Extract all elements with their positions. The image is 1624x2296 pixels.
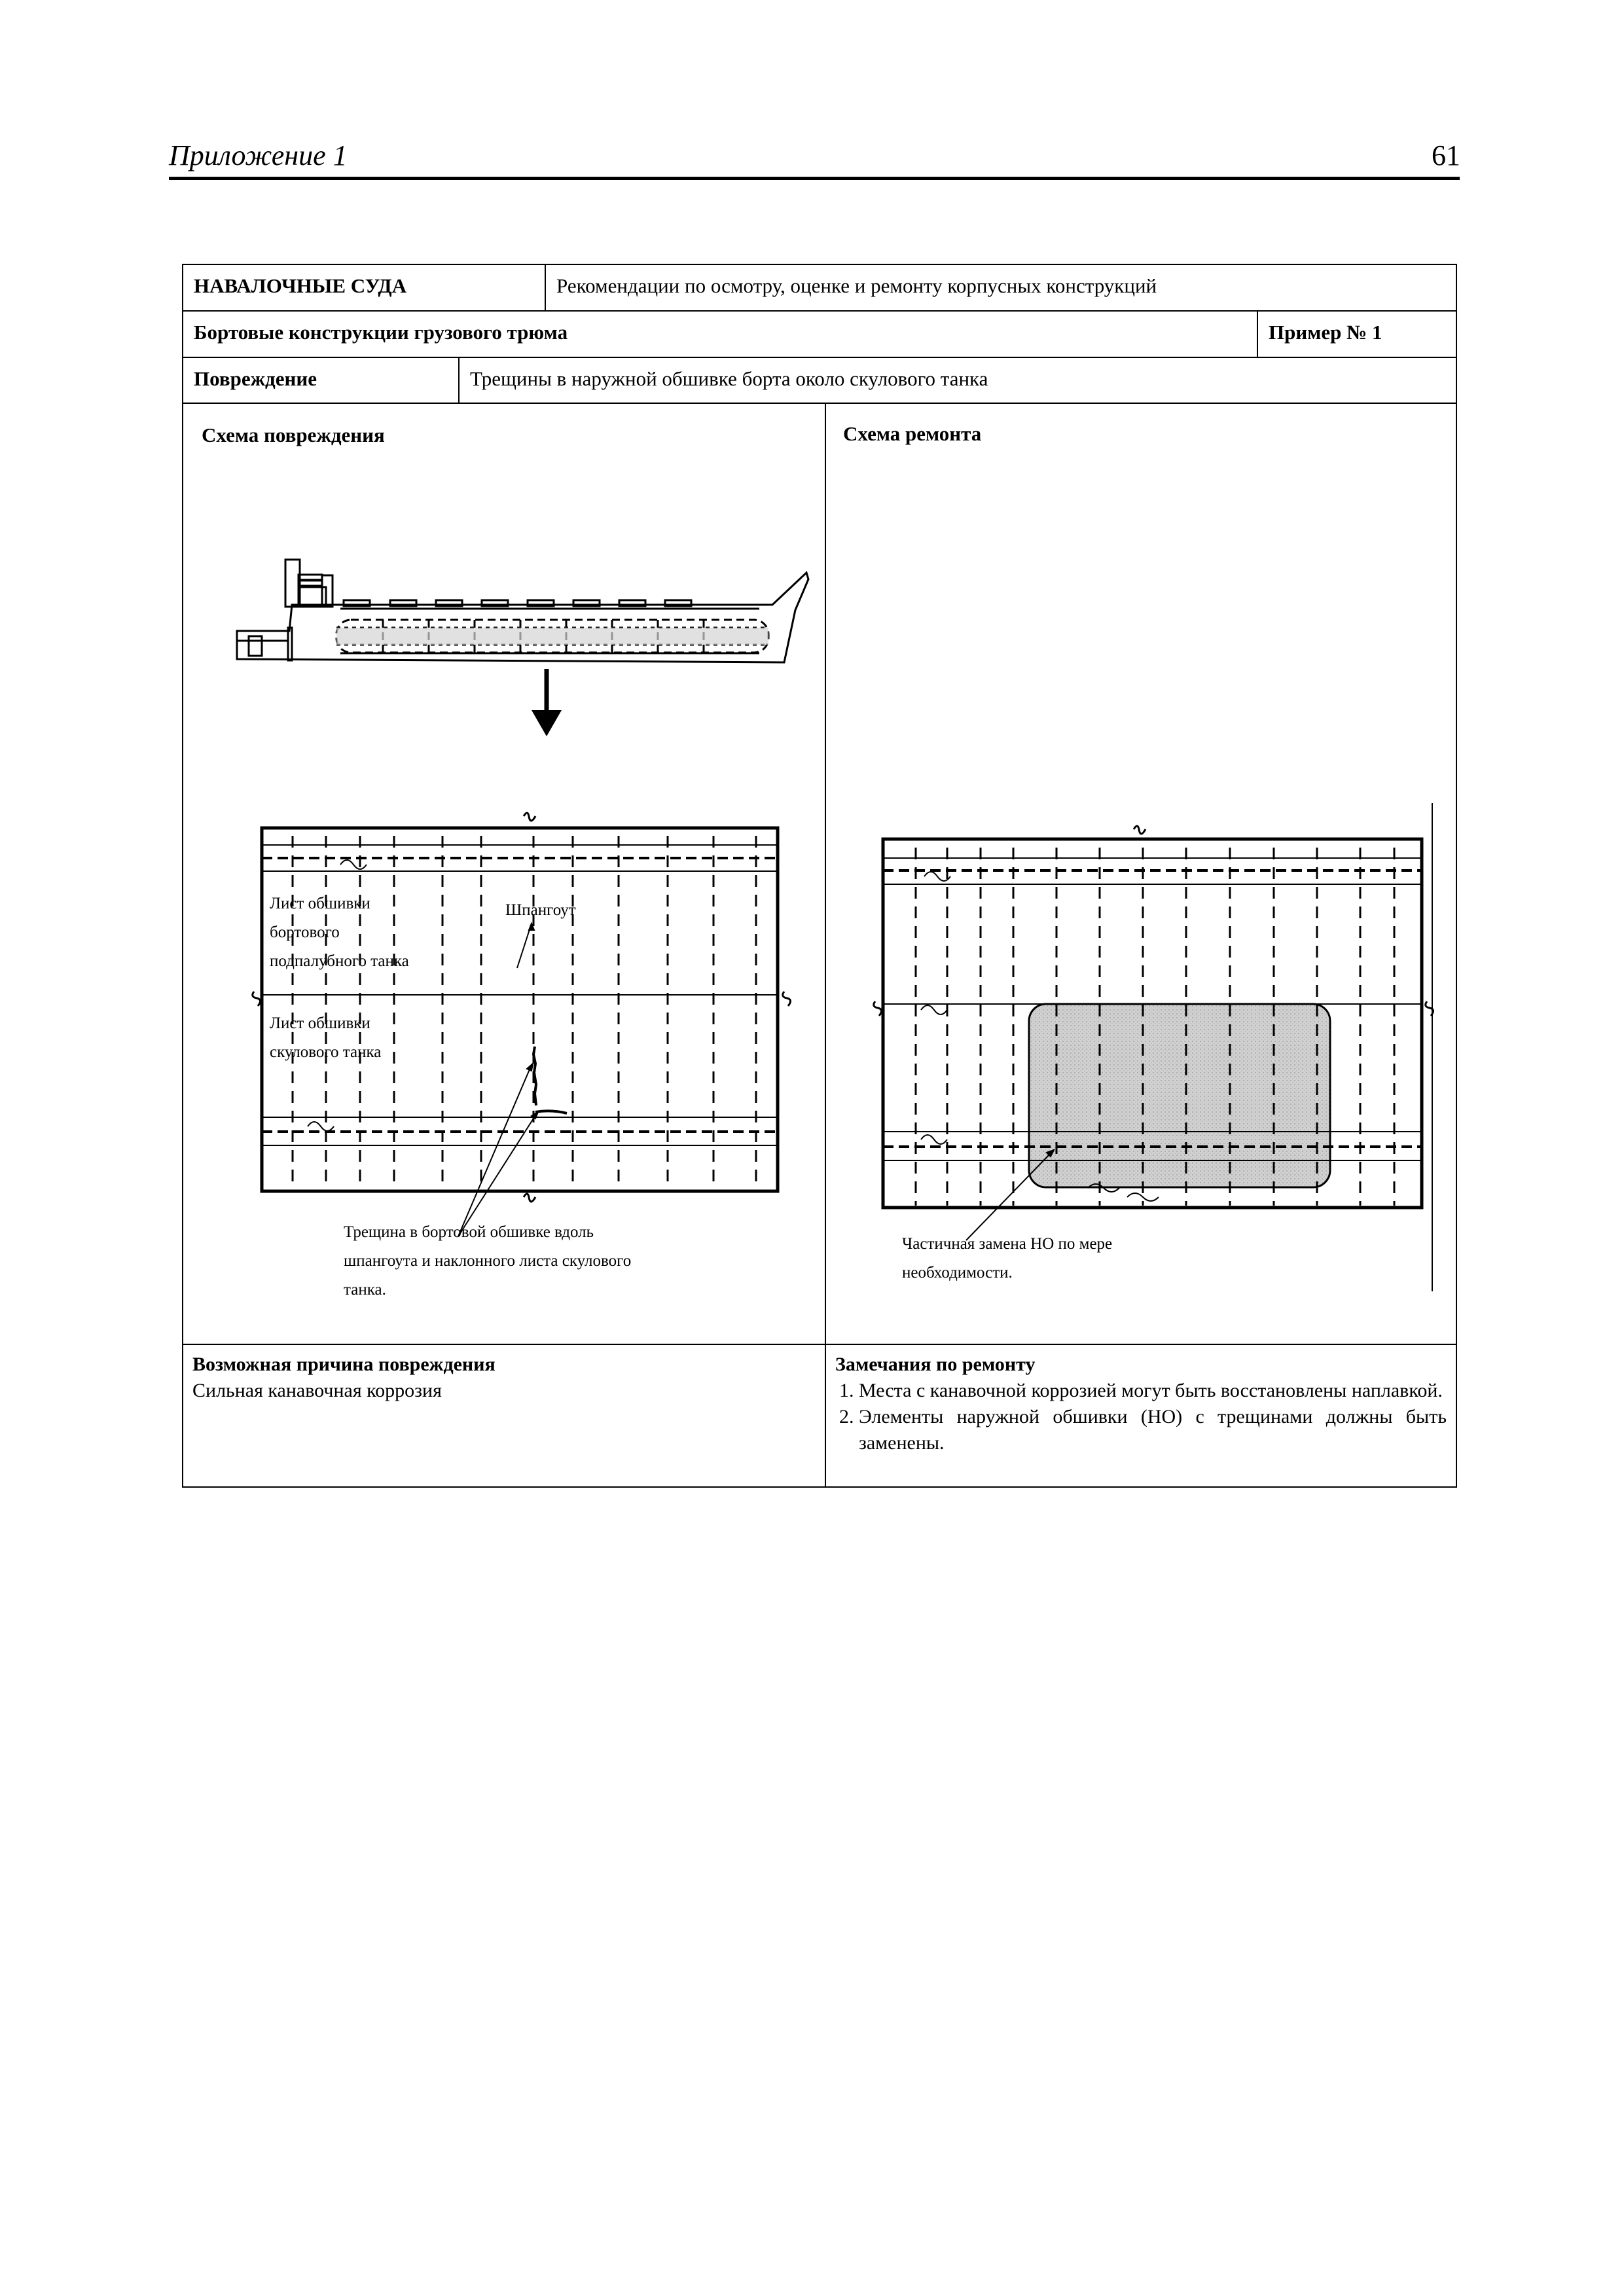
remarks-title: Замечания по ремонту xyxy=(835,1354,1036,1375)
repair-scheme-panel xyxy=(825,404,1456,1344)
label-topside-tank: Лист обшивки бортового подпалубного танка xyxy=(270,895,409,970)
down-arrow-icon xyxy=(532,669,562,736)
appendix-label: Приложение 1 xyxy=(169,139,348,171)
label-crack: Трещина в бортовой обшивке вдоль шпангоута и наклонного листа скулового танка. xyxy=(344,1223,632,1299)
card-row-schemes xyxy=(183,404,1456,1345)
label-partial-replacement: Частичная замена НО по мере необходимости. xyxy=(902,1235,1113,1282)
cause-cell xyxy=(183,1345,825,1486)
card-row-title xyxy=(183,265,1456,312)
structure-name: Бортовые конструкции грузового трюма xyxy=(194,321,568,344)
card-row-damage xyxy=(183,358,1456,404)
repair-scheme-title: Схема ремонта xyxy=(843,422,982,445)
damage-scheme-panel xyxy=(183,404,825,1344)
leader-lines xyxy=(458,924,538,1236)
damage-card xyxy=(182,264,1457,1488)
page-number: 61 xyxy=(1432,139,1460,171)
repair-scheme-drawing xyxy=(826,404,1457,1344)
ship-profile xyxy=(237,560,808,662)
doc-title: Рекомендации по осмотру, оценке и ремонту корпусных конструкций xyxy=(545,265,1456,310)
damage-label: Повреждение xyxy=(194,367,317,390)
damage-scheme-drawing xyxy=(183,404,825,1344)
remark-item: 2. Элементы наружной обшивки (НО) с трещинами должны быть заменены. xyxy=(859,1404,1447,1456)
example-number: Пример № 1 xyxy=(1257,312,1456,357)
card-row-notes xyxy=(183,1345,1456,1486)
damage-detail xyxy=(253,813,791,1202)
repair-leader xyxy=(966,1150,1054,1240)
remark-item: 1. Места с канавочной коррозией могут быть восстановлены наплавкой. xyxy=(859,1378,1447,1404)
label-bilge-tank: Лист обшивки скулового танка xyxy=(270,1014,382,1061)
damage-text: Трещины в наружной обшивке борта около скулового танка xyxy=(458,358,1456,403)
card-row-structure xyxy=(183,312,1456,358)
damage-scheme-title: Схема повреждения xyxy=(202,423,385,446)
cause-text: Сильная канавочная коррозия xyxy=(192,1380,442,1401)
header-rule xyxy=(169,177,1460,180)
remarks-list xyxy=(835,1378,1447,1456)
label-frame: Шпангоут xyxy=(505,901,576,919)
ship-type: НАВАЛОЧНЫЕ СУДА xyxy=(194,274,407,297)
remarks-cell xyxy=(825,1345,1456,1486)
hold-shading xyxy=(336,628,768,645)
cause-title: Возможная причина повреждения xyxy=(192,1354,496,1375)
